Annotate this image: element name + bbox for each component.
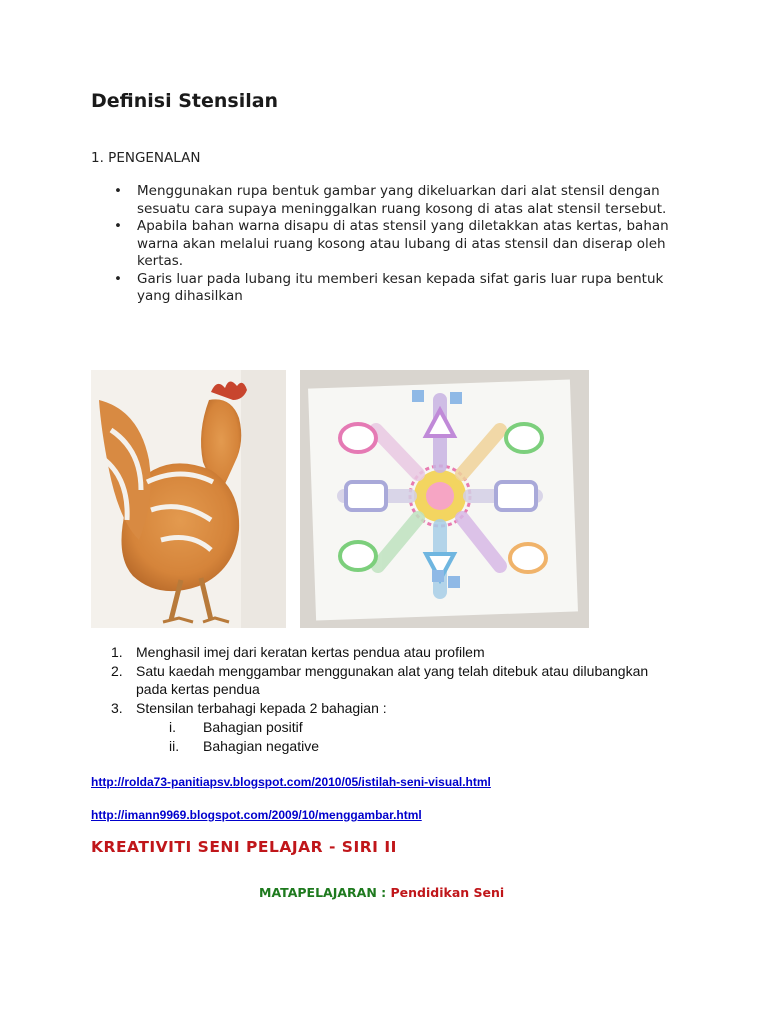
list-item	[111, 662, 671, 699]
list-item	[111, 699, 671, 718]
sub-list-number: ii.	[169, 737, 180, 754]
sub-list-number: i.	[169, 718, 176, 735]
bullet-item: • Menggunakan rupa bentuk gambar yang dikeluarkan dari alat stensil dengan sesuatu cara supaya meninggalkan ruang kosong di atas alat stensil tersebut.	[114, 183, 674, 218]
bullet-item: • Apabila bahan warna disapu di atas stensil yang diletakkan atas kertas, bahan warna akan melalui ruang kosong atau lubang di atas stensil dan diserap oleh kertas.	[114, 218, 674, 271]
stencil-artwork-image	[300, 370, 589, 628]
list-number: 2.	[111, 662, 123, 679]
list-text: Satu kaedah menggambar menggunakan alat yang telah ditebuk atau dilubangkan pada kertas pendua	[136, 662, 649, 698]
sub-list-text: Bahagian positif	[203, 718, 303, 735]
sub-list-text: Bahagian negative	[203, 737, 319, 754]
sub-list-item	[111, 737, 671, 756]
list-number: 1.	[111, 644, 123, 660]
numbered-list	[111, 643, 671, 755]
page-title: Definisi Stensilan	[91, 90, 279, 112]
subject-value: Pendidikan Seni	[390, 885, 505, 900]
bullet-item: • Garis luar pada lubang itu memberi kesan kepada sifat garis luar rupa bentuk yang dihasilkan	[114, 271, 674, 306]
section-heading: 1. PENGENALAN	[91, 150, 201, 166]
reference-link-2[interactable]: http://imann9969.blogspot.com/2009/10/menggambar.html	[91, 808, 422, 822]
sub-list-item	[111, 718, 671, 737]
subject-label: MATAPELAJARAN :	[259, 885, 387, 900]
bullet-list	[114, 183, 674, 306]
list-item	[111, 643, 671, 662]
subject-line	[259, 885, 504, 900]
list-number: 3.	[111, 700, 123, 717]
list-text: Menghasil imej dari keratan kertas pendua atau profilem	[136, 644, 485, 660]
list-text: Stensilan terbahagi kepada 2 bahagian :	[136, 700, 387, 717]
series-banner: KREATIVITI SENI PELAJAR - SIRI II	[91, 838, 397, 856]
reference-link-1[interactable]: http://rolda73-panitiapsv.blogspot.com/2010/05/istilah-seni-visual.html	[91, 775, 491, 789]
rooster-stencil-image	[91, 370, 286, 628]
